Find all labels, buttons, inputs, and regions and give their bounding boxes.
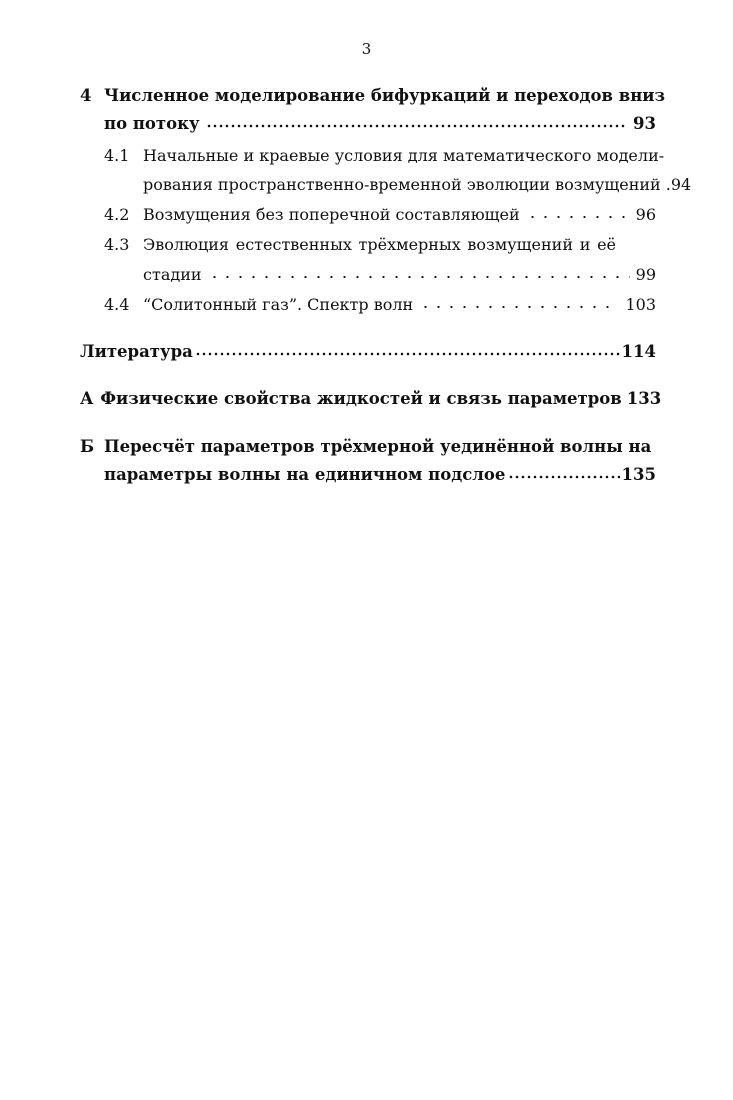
- dot-leader: [419, 305, 619, 309]
- dot-leader: [208, 275, 630, 279]
- section-title-cont: стадии: [143, 265, 202, 284]
- page-ref: 99: [635, 265, 656, 284]
- section-title: Возмущения без поперечной составляющей: [143, 205, 520, 224]
- section-number: 4.4: [104, 295, 130, 314]
- section-number: 4.3: [104, 235, 130, 254]
- dot-leader: [526, 215, 630, 219]
- section-title: Начальные и краевые условия для математического модели-: [143, 146, 665, 165]
- section-title: Эволюция естественных трёхмерных возмущений и её: [143, 235, 616, 254]
- toc-section-4-4[interactable]: [104, 295, 656, 314]
- toc-chapter-4-line1[interactable]: [80, 86, 666, 105]
- appendix-letter: Б: [80, 437, 95, 456]
- page-ref: 133: [626, 389, 662, 408]
- page-ref: 103: [625, 295, 656, 314]
- toc-section-4-1-line2[interactable]: [143, 175, 692, 194]
- toc-literature[interactable]: [80, 342, 656, 361]
- chapter-number: 4: [80, 86, 92, 105]
- toc-appendix-b[interactable]: [80, 437, 656, 456]
- page-ref: 135: [621, 465, 656, 484]
- appendix-title-cont: параметры волны на единичном подслое: [104, 465, 506, 484]
- dot-leader: [195, 352, 620, 356]
- page-ref: 94: [670, 175, 692, 194]
- dot-leader: [206, 124, 627, 128]
- literature-title: Литература: [80, 342, 193, 361]
- dot-leader: [508, 475, 619, 479]
- toc-section-4-3[interactable]: [104, 235, 656, 254]
- appendix-title: Физические свойства жидкостей и связь параметров: [100, 389, 622, 408]
- toc-appendix-b-line2[interactable]: [104, 465, 656, 484]
- section-number: 4.1: [104, 146, 130, 165]
- toc-section-4-1[interactable]: [104, 146, 665, 165]
- toc-chapter-4-line2[interactable]: [104, 114, 656, 133]
- chapter-title: Численное моделирование бифуркаций и переходов вниз: [104, 86, 666, 105]
- page-ref: 114: [621, 342, 656, 361]
- toc-appendix-a[interactable]: [80, 389, 662, 408]
- section-title: “Солитонный газ”. Спектр волн: [143, 295, 414, 314]
- toc-section-4-2[interactable]: [104, 205, 656, 224]
- appendix-title: Пересчёт параметров трёхмерной уединённой волны на: [104, 437, 652, 456]
- section-title-cont: рования пространственно-временной эволюции возмущений .: [143, 175, 671, 194]
- appendix-letter: А: [80, 389, 94, 408]
- page-ref: 93: [633, 114, 656, 133]
- chapter-title-cont: по потоку: [104, 114, 200, 133]
- page-number: 3: [361, 40, 372, 58]
- page-ref: 96: [635, 205, 656, 224]
- toc-section-4-3-line2[interactable]: [143, 265, 656, 284]
- section-number: 4.2: [104, 205, 130, 224]
